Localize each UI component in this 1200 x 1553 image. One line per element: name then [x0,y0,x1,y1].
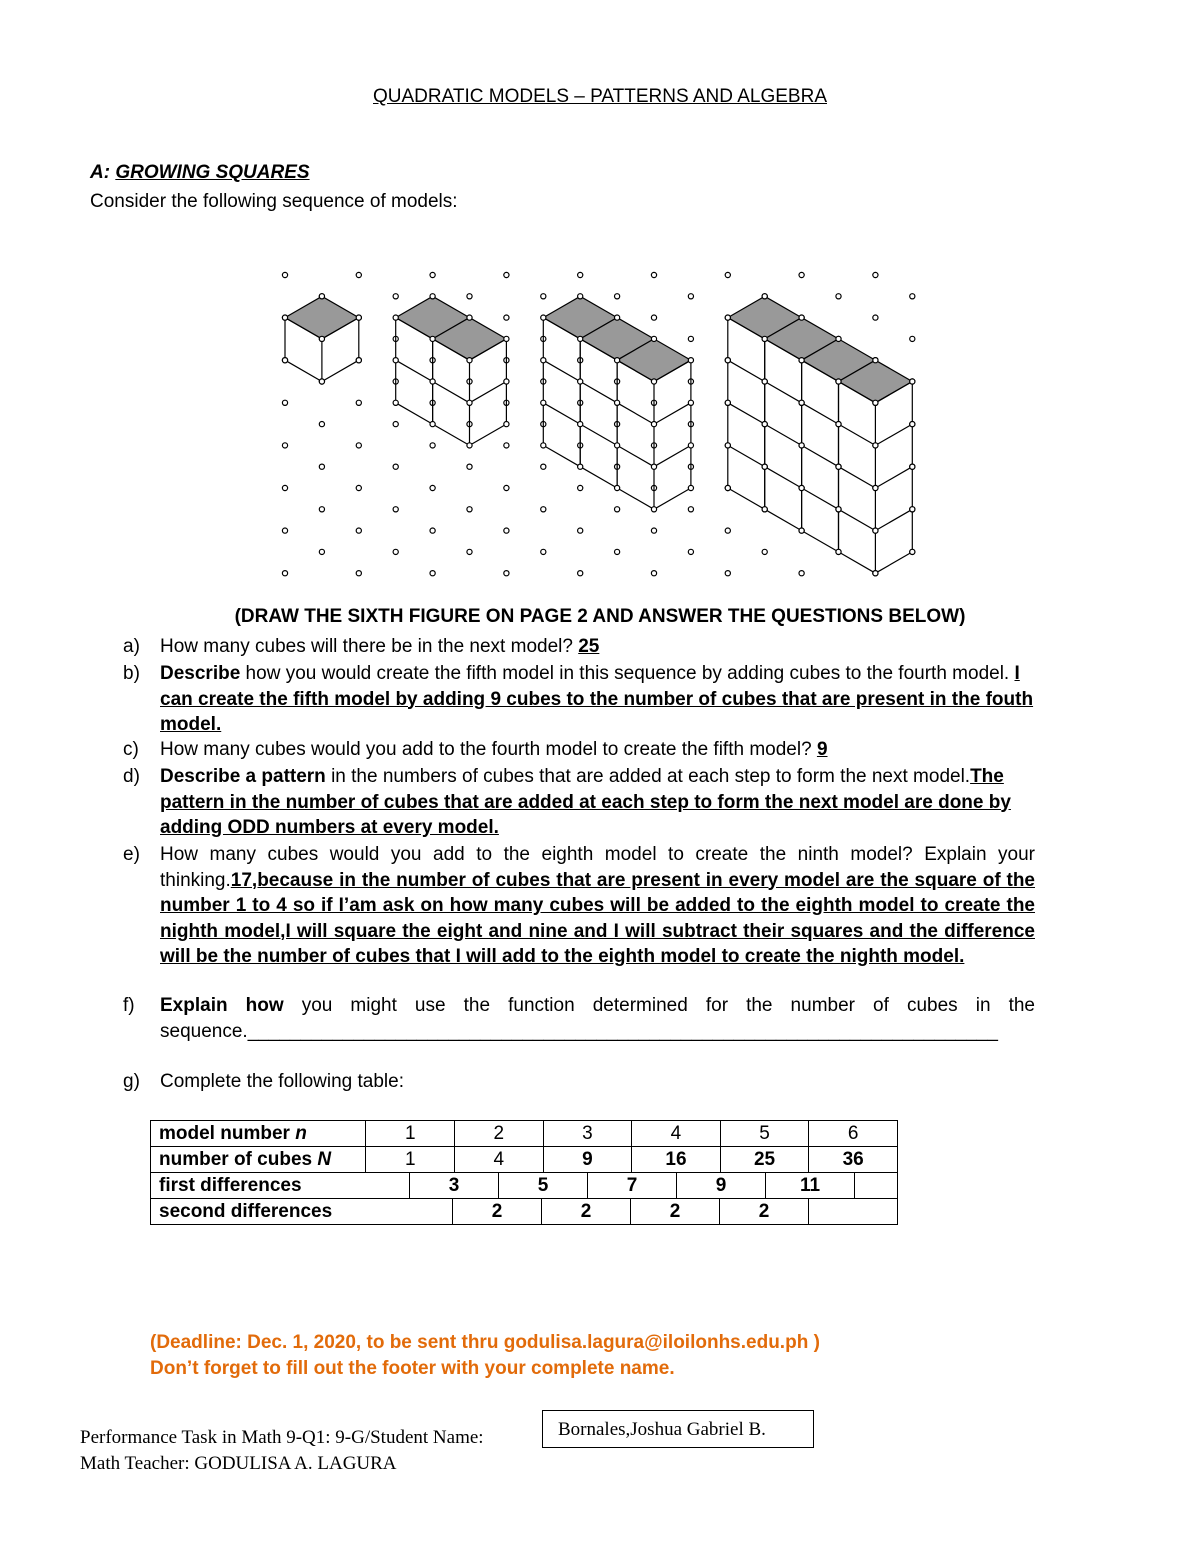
cube-vertex [615,358,620,363]
cube-edge [728,403,765,424]
cube-models-figure [270,262,930,587]
table-cell: 16 [632,1147,721,1173]
cube-vertex [467,358,472,363]
cube-model-4 [725,294,915,576]
table-cell: 4 [632,1121,721,1147]
cube-vertex [725,358,730,363]
cube-edge [802,488,839,509]
question-text: you might use the function determined for the number of cubes in the sequence. [160,995,1035,1042]
grid-dot [651,571,656,576]
grid-dot [504,485,509,490]
cube-edge [839,424,876,445]
table-cell: 2 [453,1199,542,1224]
cube-vertex [319,336,324,341]
answer-text: The pattern in the number of cubes that are added at each step to form the next model are done by adding ODD numbers at every model. [160,766,1011,838]
grid-dot [319,422,324,427]
table-cell: 5 [499,1173,588,1198]
table-cell: 6 [809,1121,898,1147]
footer-task-line: Performance Task in Math 9-Q1: 9-G/Student Name: [80,1427,484,1448]
question-text: Complete the following table: [160,1071,404,1092]
grid-dot [282,528,287,533]
question-label: c) [123,739,139,760]
grid-dot [799,272,804,277]
cube-vertex [762,379,767,384]
table-cell: 4 [455,1147,544,1173]
cube-edge [617,445,654,466]
cube-vertex [578,379,583,384]
answer-blank: _______________________________________________________________________ [247,1020,998,1042]
cube-vertex [725,443,730,448]
cube-edge [396,403,433,424]
cube-edge [433,382,470,403]
cube-edge [765,382,802,403]
section-letter: A: [90,162,116,183]
cube-vertex [430,422,435,427]
cube-vertex [873,485,878,490]
table-cell: 1 [366,1121,455,1147]
cube-edge [875,509,912,530]
cube-edge [543,360,580,381]
question-label: g) [123,1071,140,1092]
grid-dot [393,464,398,469]
cube-vertex [430,294,435,299]
question-keyword: Describe [160,663,241,684]
answer-text: I can create the fifth model by adding 9 cubes to the number of cubes that are present in the fouth model. [160,663,1034,735]
cube-vertex [762,336,767,341]
footer [80,1425,484,1477]
cube-vertex [725,485,730,490]
grid-dot [541,549,546,554]
cube-edge [839,509,876,530]
table-cell: 9 [543,1147,632,1173]
cube-vertex [873,358,878,363]
cube-vertex [910,507,915,512]
cube-edge [617,488,654,509]
cube-vertex [762,294,767,299]
question-label: d) [123,766,140,787]
row-label: first differences [151,1173,410,1198]
grid-dot [467,507,472,512]
cube-vertex [688,485,693,490]
cube-edge [322,360,359,381]
grid-dot [356,272,361,277]
cube-vertex [578,422,583,427]
grid-dot [282,485,287,490]
grid-dot [430,272,435,277]
question-f [123,993,1035,1044]
grid-dot [541,464,546,469]
question-keyword: Explain how [160,995,284,1016]
grid-dot [578,485,583,490]
grid-dot [393,507,398,512]
cube-vertex [467,443,472,448]
grid-dot [430,485,435,490]
cube-vertex [578,336,583,341]
grid-dot [504,272,509,277]
grid-dot [615,507,620,512]
cube-edge [802,403,839,424]
cube-vertex [873,400,878,405]
cube-vertex [836,422,841,427]
cube-edge [285,360,322,381]
grid-dot [541,507,546,512]
cube-edge [543,403,580,424]
grid-dot [393,294,398,299]
grid-dot [688,294,693,299]
cube-vertex [541,315,546,320]
cube-vertex [319,379,324,384]
grid-dot [282,400,287,405]
footer-reminder: Don’t forget to fill out the footer with your complete name. [150,1358,675,1379]
cube-vertex [836,379,841,384]
grid-dot [688,507,693,512]
cube-vertex [799,443,804,448]
cube-vertex [762,422,767,427]
table-cell: 11 [766,1173,855,1198]
cube-vertex [725,400,730,405]
grid-dot [725,272,730,277]
deadline-line: (Deadline: Dec. 1, 2020, to be sent thru godulisa.lagura@iloilonhs.edu.ph ) [150,1332,820,1353]
grid-dot [578,528,583,533]
section-heading [90,162,310,184]
table-cell: 3 [543,1121,632,1147]
row-label [151,1147,366,1173]
cube-vertex [873,571,878,576]
student-name-box: Bornales,Joshua Gabriel B. [542,1410,814,1448]
grid-dot [615,294,620,299]
row-label-text: model number [159,1122,296,1144]
cube-vertex [799,315,804,320]
cube-edge [765,509,802,530]
grid-dot [282,571,287,576]
cube-vertex [615,400,620,405]
grid-dot [910,336,915,341]
cube-edge [580,424,617,445]
question-d [123,764,1035,841]
cube-edge [580,382,617,403]
cube-edge [580,467,617,488]
question-label: f) [123,995,135,1016]
question-label: e) [123,844,140,865]
grid-dot [873,272,878,277]
grid-dot [910,294,915,299]
cube-vertex [799,528,804,533]
answer-text: 9 [816,739,828,760]
cube-vertex [910,464,915,469]
grid-dot [356,400,361,405]
cube-model-3 [541,294,694,512]
grid-dot [725,571,730,576]
cube-edge [396,360,433,381]
grid-dot [725,528,730,533]
cube-vertex [319,294,324,299]
first-differences-row [151,1173,898,1199]
question-text: How many cubes will there be in the next model? [160,636,579,657]
grid-dot [578,571,583,576]
cube-vertex [467,315,472,320]
row-label [151,1121,366,1147]
cube-edge [802,531,839,552]
grid-dot [467,464,472,469]
cube-vertex [910,379,915,384]
grid-dot [799,571,804,576]
grid-dot [651,272,656,277]
grid-dot [504,315,509,320]
grid-dot [688,336,693,341]
cube-vertex [688,400,693,405]
question-b [123,661,1035,738]
answer-text: 25 [578,636,600,657]
cube-vertex [393,400,398,405]
grid-dot [282,443,287,448]
table-cell: 9 [677,1173,766,1198]
grid-dot [319,464,324,469]
cube-vertex [356,358,361,363]
table-cell: 5 [720,1121,809,1147]
cube-edge [470,424,507,445]
cube-model-2 [393,294,509,448]
cube-edge [875,552,912,573]
cube-vertex [467,400,472,405]
cube-edge [875,467,912,488]
cube-vertex [651,379,656,384]
cube-edge [728,445,765,466]
question-text: How many cubes would you add to the eighth model to create the ninth model? Explain your thinking. [160,844,1035,891]
row-label-variable: N [317,1148,332,1170]
question-text: in the numbers of cubes that are added at each step to form the next model. [325,766,971,787]
cube-vertex [836,336,841,341]
cube-vertex [615,315,620,320]
grid-dot [651,315,656,320]
cube-vertex [282,315,287,320]
grid-dot [430,443,435,448]
cube-vertex [688,443,693,448]
grid-dot [319,549,324,554]
cube-vertex [541,443,546,448]
intro-text: Consider the following sequence of models: [90,191,458,212]
second-differences-row [151,1199,898,1225]
cube-vertex [504,336,509,341]
cube-edge [728,360,765,381]
cube-vertex [615,443,620,448]
cube-edge [765,424,802,445]
cube-vertex [762,507,767,512]
cube-models [282,294,915,576]
cube-vertex [799,358,804,363]
grid-dot [688,549,693,554]
grid-dot [430,528,435,533]
grid-dot [282,272,287,277]
cube-vertex [873,528,878,533]
grid-dot [504,443,509,448]
cube-vertex [651,336,656,341]
cube-vertex [799,400,804,405]
cube-vertex [910,422,915,427]
question-g [123,1069,1035,1095]
grid-dot [467,549,472,554]
document-title: QUADRATIC MODELS – PATTERNS AND ALGEBRA [373,86,827,107]
grid-dot [356,528,361,533]
cube-vertex [541,400,546,405]
question-c [123,737,1035,763]
cube-vertex [430,336,435,341]
table-cell: 36 [809,1147,898,1173]
table-cell: 7 [588,1173,677,1198]
instruction: (DRAW THE SIXTH FIGURE ON PAGE 2 AND ANSWER THE QUESTIONS BELOW) [234,606,966,627]
table-cell: 2 [542,1199,631,1224]
cube-edge [728,488,765,509]
cube-edge [617,403,654,424]
cube-vertex [836,549,841,554]
deadline-note [150,1330,820,1382]
cube-edge [654,488,691,509]
table-row [151,1173,898,1199]
grid-dot [356,485,361,490]
table-row [151,1121,898,1147]
grid-dot [393,549,398,554]
grid-dot [836,294,841,299]
table-cell: 2 [631,1199,720,1224]
cube-vertex [762,464,767,469]
table-cell: 25 [720,1147,809,1173]
cube-edge [543,445,580,466]
cube-vertex [910,549,915,554]
grid-dot [467,294,472,299]
cube-vertex [504,422,509,427]
grid-dot [319,507,324,512]
table-cell: 2 [720,1199,809,1224]
grid-dot [356,571,361,576]
grid-dot [578,272,583,277]
cube-vertex [836,507,841,512]
cube-edge [802,445,839,466]
grid-dot [393,422,398,427]
table-cell: 2 [455,1121,544,1147]
cube-vertex [282,358,287,363]
footer-teacher-line: Math Teacher: GODULISA A. LAGURA [80,1453,397,1474]
grid-dot [541,294,546,299]
cube-edge [839,467,876,488]
cube-edge [839,552,876,573]
cube-vertex [799,485,804,490]
section-name: GROWING SQUARES [115,162,310,183]
cube-vertex [541,358,546,363]
cube-vertex [615,485,620,490]
cube-vertex [578,464,583,469]
differences-table [150,1120,898,1225]
table-row [151,1199,898,1225]
question-keyword: Describe a pattern [160,766,326,787]
grid-dot [615,549,620,554]
table-cell: 1 [366,1147,455,1173]
grid-dot [504,571,509,576]
cube-edge [875,424,912,445]
cube-top-face [285,296,359,339]
grid-dot [873,315,878,320]
cube-vertex [504,379,509,384]
grid-dot [762,549,767,554]
cube-vertex [688,358,693,363]
grid-dot [430,571,435,576]
cube-model-1 [282,294,361,384]
cube-edge [765,467,802,488]
table-row [151,1147,898,1173]
grid-dot [356,443,361,448]
cube-edge [433,424,470,445]
table-cell [809,1199,897,1224]
cube-vertex [578,294,583,299]
question-text: How many cubes would you add to the fourth model to create the fifth model? [160,739,817,760]
question-a [123,634,1035,660]
question-text: how you would create the fifth model in this sequence by adding cubes to the fourth model. [240,663,1015,684]
cube-edge [654,445,691,466]
row-label-text: number of cubes [159,1148,318,1170]
cube-vertex [393,315,398,320]
row-label: second differences [151,1199,453,1224]
cube-edge [654,403,691,424]
cube-vertex [393,358,398,363]
cube-vertex [651,422,656,427]
cube-edge [470,382,507,403]
cube-vertex [725,315,730,320]
question-label: a) [123,636,140,657]
cube-vertex [430,379,435,384]
cube-vertex [873,443,878,448]
cube-vertex [651,464,656,469]
question-e [123,842,1035,970]
question-label: b) [123,663,140,684]
cube-vertex [836,464,841,469]
cube-vertex [651,507,656,512]
row-label-variable: n [295,1122,307,1144]
cube-vertex [356,315,361,320]
grid-dot [651,528,656,533]
grid-dot [504,528,509,533]
table-cell: 3 [410,1173,499,1198]
answer-text: 17,because in the number of cubes that are present in every model are the square of the number 1 to 4 so if I’am ask on how many cubes will be added to the eighth model to create the nighth model,I will square the eight and nine and I will subtract their squares and the difference will be the number of cubes that I will add to the eighth model to create the nighth model. [160,869,1035,967]
